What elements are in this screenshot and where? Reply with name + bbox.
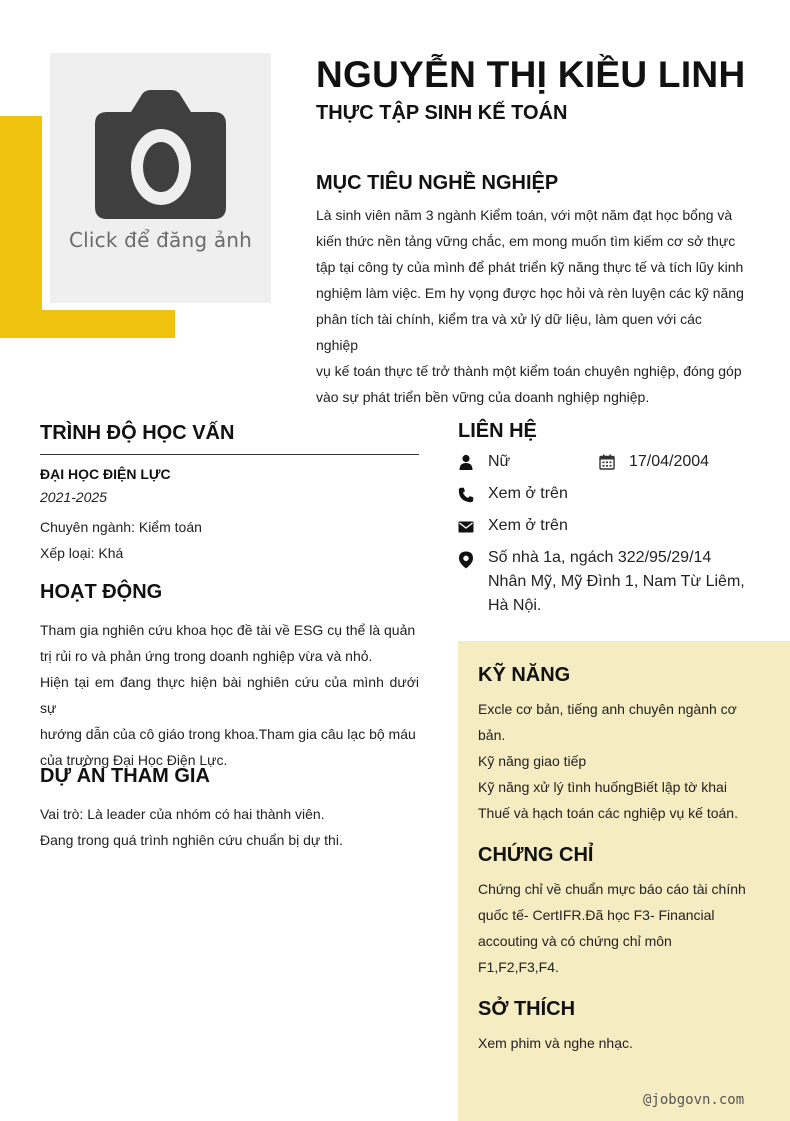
education-school: ĐẠI HỌC ĐIỆN LỰC: [40, 466, 171, 482]
skills-text: [478, 696, 768, 826]
projects-text: [40, 801, 419, 853]
activity-line: hướng dẫn của cô giáo trong khoa.Tham gia câu lạc bộ máu: [40, 726, 416, 742]
hobbies-heading: SỞ THÍCH: [478, 998, 576, 1020]
skill-line: Thuế và hạch toán các nghiệp vụ kế toán.: [478, 805, 738, 821]
camera-icon: [95, 90, 226, 220]
address-line: Số nhà 1a, ngách 322/95/29/14: [488, 549, 712, 566]
skill-line: bản.: [478, 727, 506, 743]
certificates-text: [478, 876, 768, 980]
objective-line: phân tích tài chính, kiểm tra và xử lý dữ liệu, làm quen với các nghiệp: [316, 311, 702, 353]
calendar-icon: [599, 454, 615, 470]
objective-line: vào sự phát triển bền vững của doanh nghiệp nghiệp.: [316, 389, 650, 405]
objective-line: nghiệm làm việc. Em hy vọng được học hỏi và rèn luyện các kỹ năng: [316, 285, 744, 301]
skills-heading: KỸ NĂNG: [478, 664, 571, 686]
project-line: Vai trò: Là leader của nhóm có hai thành viên.: [40, 806, 325, 822]
project-line: Đang trong quá trình nghiên cứu chuẩn bị dự thi.: [40, 832, 343, 848]
decorative-yellow-bar-vertical: [0, 116, 42, 338]
skill-line: Kỹ năng giao tiếp: [478, 753, 587, 769]
contact-address: [488, 546, 745, 618]
certificate-line: F1,F2,F3,F4.: [478, 959, 559, 975]
photo-caption: Click để đăng ảnh: [68, 228, 253, 252]
hobbies-text: Xem phim và nghe nhạc.: [478, 1035, 633, 1051]
skill-line: Kỹ năng xử lý tình huốngBiết lập tờ khai: [478, 779, 727, 795]
certificate-line: Chứng chỉ về chuẩn mực báo cáo tài chính: [478, 881, 746, 897]
address-line: Nhân Mỹ, Mỹ Đình 1, Nam Từ Liêm,: [488, 573, 745, 590]
projects-heading: DỰ ÁN THAM GIA: [40, 765, 210, 787]
contact-heading: LIÊN HỆ: [458, 420, 537, 442]
education-years: 2021-2025: [40, 489, 107, 505]
contact-phone: Xem ở trên: [488, 485, 568, 502]
education-major: Chuyên ngành: Kiểm toán: [40, 519, 202, 535]
phone-icon: [458, 487, 474, 503]
activities-text: [40, 617, 419, 773]
person-icon: [458, 454, 474, 470]
objective-text: [316, 202, 746, 410]
activities-heading: HOẠT ĐỘNG: [40, 581, 163, 603]
photo-upload-area[interactable]: [50, 53, 271, 303]
objective-line: vụ kế toán thực tế trở thành một kiểm toán chuyên nghiệp, đóng góp: [316, 363, 742, 379]
activity-line: Tham gia nghiên cứu khoa học đề tài về ESG cụ thể là quản: [40, 622, 416, 638]
objective-line: tập tại công ty của mình để phát triển kỹ năng thực tế và tích lũy kinh: [316, 259, 744, 275]
watermark: @jobgovn.com: [643, 1092, 745, 1108]
activity-line: Hiện tại em đang thực hiện bài nghiên cứu của mình dưới sự: [40, 674, 419, 716]
email-icon: [458, 519, 474, 535]
location-pin-icon: [458, 551, 474, 569]
certificate-line: quốc tế- CertIFR.Đã học F3- Financial: [478, 907, 715, 923]
certificates-heading: CHỨNG CHỈ: [478, 844, 594, 866]
objective-heading: MỤC TIÊU NGHỀ NGHIỆP: [316, 172, 559, 194]
contact-birthday: 17/04/2004: [629, 453, 710, 470]
decorative-yellow-bar-horizontal: [0, 310, 175, 338]
address-line: Hà Nội.: [488, 597, 542, 614]
education-heading: TRÌNH ĐỘ HỌC VẤN: [40, 422, 235, 444]
candidate-name: NGUYỄN THỊ KIỀU LINH: [316, 54, 746, 95]
objective-line: kiến thức nền tảng vững chắc, em mong muốn tìm kiếm cơ sở thực: [316, 233, 736, 249]
skill-line: Excle cơ bản, tiếng anh chuyên ngành cơ: [478, 701, 737, 717]
contact-gender: Nữ: [488, 453, 511, 470]
job-title: THỰC TẬP SINH KẾ TOÁN: [316, 102, 568, 124]
activity-line: trị rủi ro và phản ứng trong doanh nghiệp vừa và nhỏ.: [40, 648, 373, 664]
education-rank: Xếp loại: Khá: [40, 545, 124, 561]
objective-line: Là sinh viên năm 3 ngành Kiểm toán, với một năm đạt học bổng và: [316, 207, 733, 223]
certificate-line: accouting và có chứng chỉ môn: [478, 933, 672, 949]
contact-email: Xem ở trên: [488, 517, 568, 534]
education-divider: [40, 454, 419, 455]
activity-line: của trường Đại Học Điện Lực.: [40, 752, 228, 768]
